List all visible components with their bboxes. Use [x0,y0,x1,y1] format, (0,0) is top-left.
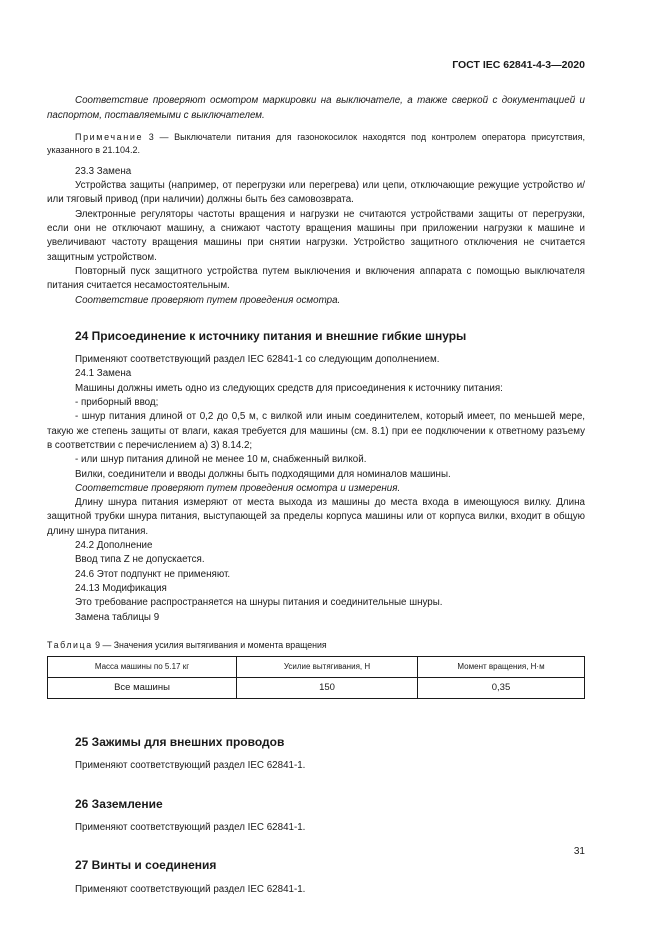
paragraph: Замена таблицы 9 [75,611,160,623]
paragraph: Электронные регуляторы частоты вращения и нагрузки не считаются устройствами защиты от перегрузки, если они не отключают машину, а снижают частоту вращения машины при приложении нагрузки к машине и увеличивают частоту вращения машины при снятии нагрузки. Устройство защитного отключения не считается защитным устройством. [47,208,585,263]
table-cell: 0,35 [418,678,585,699]
table-header-cell: Момент вращения, Н·м [418,657,585,678]
subsection-24-1: 24.1 Замена [75,368,132,380]
paragraph: Устройства защиты (например, от перегрузки или перегрева) или цепи, отключающие режущие устройство и/или тяговый привод (при наличии) должны быть без самовозврата. [47,180,585,206]
document-code-header: ГОСТ IEC 62841-4-3—2020 [452,59,585,71]
table-header-cell: Масса машины по 5.17 кг [48,657,237,678]
subsection-24-6: 24.6 Этот подпункт не применяют. [75,568,231,580]
table-caption-text: 9 — Значения усилия вытягивания и момента вращения [92,639,327,650]
subsection-24-2: 24.2 Дополнение [75,540,153,552]
paragraph: Ввод типа Z не допускается. [75,554,205,566]
section-26-heading: 26 Заземление [75,796,163,811]
paragraph: Длину шнура питания измеряют от места выхода из машины до места входа в имеющуюся вилку. Длина защитной трубки шнура питания, выступающей за пределы корпуса машины или от корпуса вилки, входит в общую длину шнура питания. [47,497,585,537]
table-caption [47,638,585,652]
paragraph: Применяют соответствующий раздел IEC 62841-1. [75,821,306,833]
paragraph: Машины должны иметь одно из следующих средств для присоединения к источнику питания: [75,382,503,394]
list-item: - или шнур питания длиной не менее 10 м, снабженный вилкой. [75,454,367,466]
note-paragraph [47,131,585,158]
table-cell: 150 [237,678,418,699]
compliance-paragraph: Соответствие проверяют путем проведения осмотра и измерения. [75,482,401,494]
paragraph: Это требование распространяется на шнуры питания и соединительные шнуры. [75,597,443,609]
subsection-24-13: 24.13 Модификация [75,582,167,594]
section-25-heading: 25 Зажимы для внешних проводов [75,735,285,750]
compliance-paragraph: Соответствие проверяют осмотром маркировки на выключателе, а также сверкой с документацией и паспортом, поставляемыми с выключателем. [47,95,585,121]
list-item: - шнур питания длиной от 0,2 до 0,5 м, с вилкой или иным соединителем, который имеет, по меньшей мере, такую же степень защиты от влаги, какая требуется для машины (см. 8.1) при ее подключении к ответному разъему в соответствии с перечислением a) 3) 8.14.2; [47,411,585,451]
table-header-cell: Усилие вытягивания, Н [237,657,418,678]
list-item: - приборный ввод; [75,397,159,409]
page-number: 31 [573,846,585,857]
table-row [48,678,585,699]
compliance-paragraph: Соответствие проверяют путем проведения осмотра. [75,294,341,306]
table-cell: Все машины [48,678,237,699]
table-9 [47,656,585,699]
paragraph: Применяют соответствующий раздел IEC 62841-1 со следующим дополнением. [75,354,440,366]
paragraph: Вилки, соединители и вводы должны быть подходящими для номиналов машины. [75,468,451,480]
note-text: 3 — Выключатели питания для газонокосилок находятся под контролем оператора присутствия, указанного в 21.104.2. [47,131,585,156]
table-caption-label: Таблица [47,639,93,650]
paragraph: Повторный пуск защитного устройства путем выключения и включения аппарата с помощью выключателя питания считается несамостоятельным. [47,265,585,292]
note-label: Примечание [75,131,144,142]
section-27-heading: 27 Винты и соединения [75,858,217,873]
paragraph: Применяют соответствующий раздел IEC 62841-1. [75,883,306,895]
table-header-row [48,657,585,678]
section-24-heading: 24 Присоединение к источнику питания и внешние гибкие шнуры [75,328,467,343]
subsection-23-3: 23.3 Замена [75,165,132,177]
paragraph: Применяют соответствующий раздел IEC 62841-1. [75,760,306,772]
